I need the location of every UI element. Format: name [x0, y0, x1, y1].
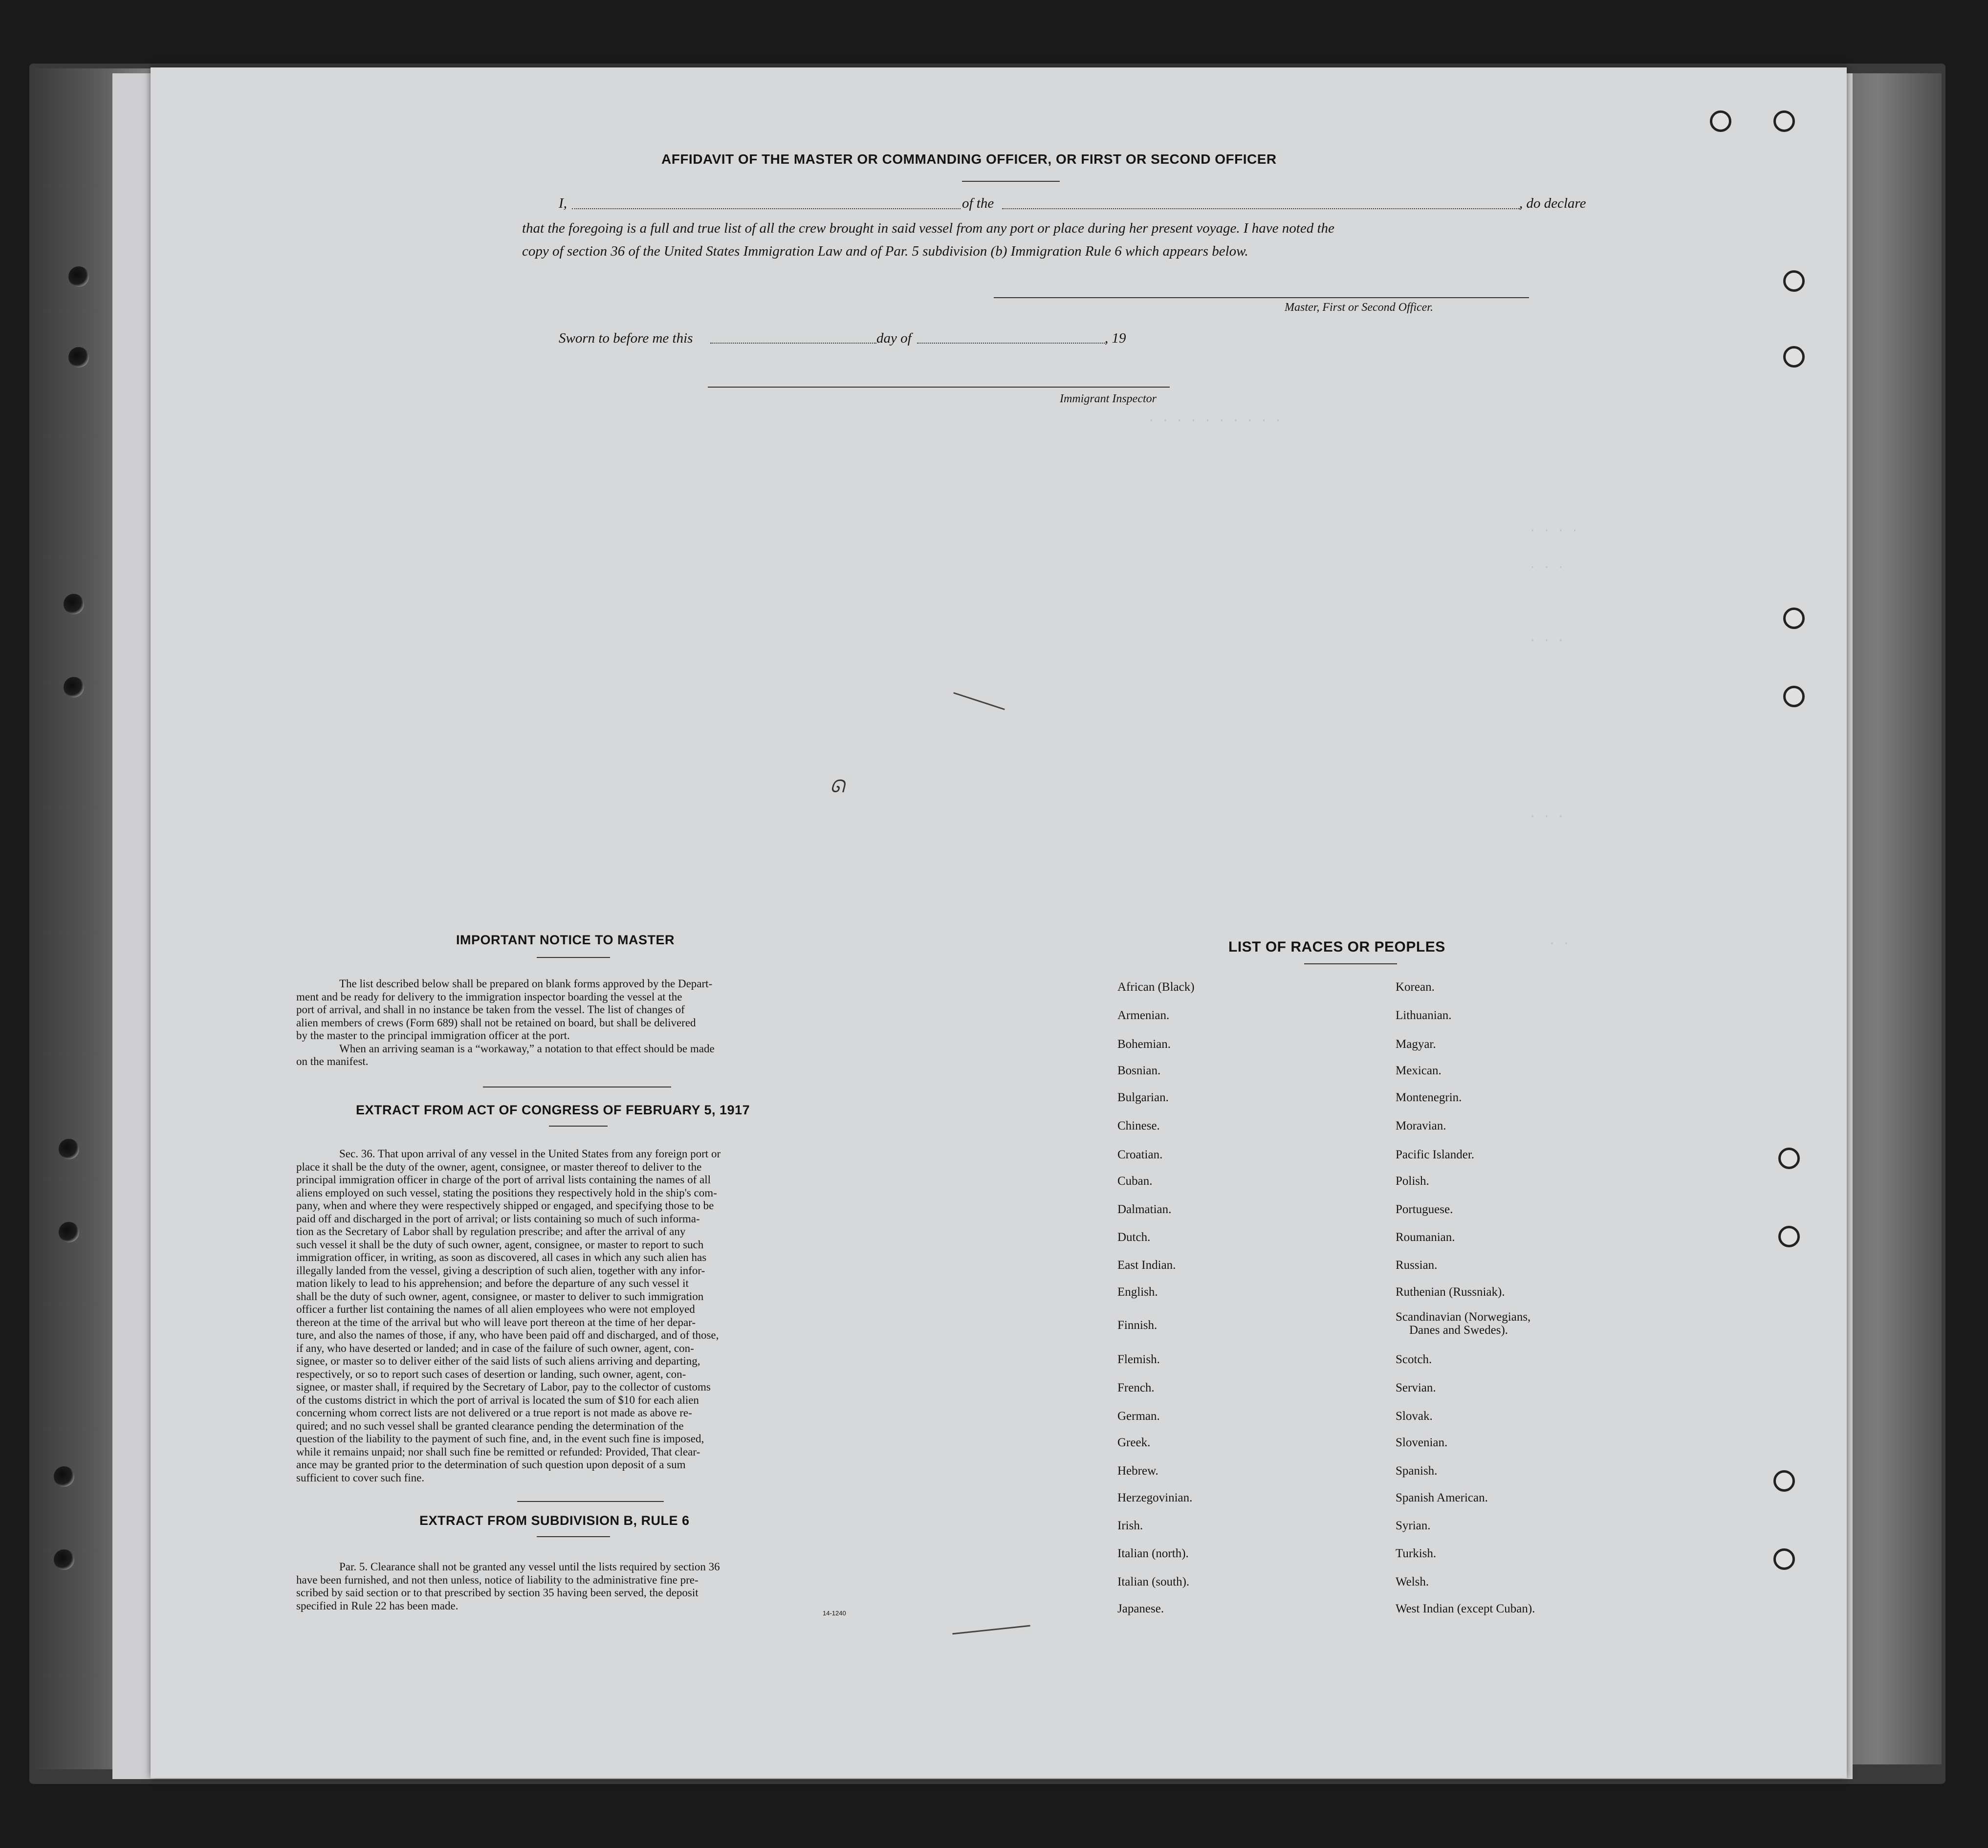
vessel-blank	[1002, 208, 1520, 209]
race-item: Mexican.	[1396, 1064, 1442, 1077]
title-underline	[962, 181, 1060, 182]
race-item: Armenian.	[1117, 1009, 1170, 1022]
race-item: Hebrew.	[1117, 1464, 1158, 1478]
rule-extract-body: Par. 5. Clearance shall not be granted any vessel until the lists required by section 36 have been furnished, and not then unless, notice of liability to the administrative fine pre- scribed by said section or to that prescribed by section 35 having been served, the deposit specified in Rule 22 has been made.	[296, 1561, 720, 1612]
race-item: West Indian (except Cuban).	[1396, 1602, 1535, 1615]
binder-ring	[1710, 110, 1731, 132]
punch-hole	[54, 1549, 74, 1570]
race-item: Italian (north).	[1117, 1547, 1189, 1560]
inspector-signature-line	[708, 387, 1170, 388]
punch-hole	[64, 677, 84, 697]
bleed-through-mark: · · ·	[1529, 561, 1565, 574]
bleed-through-mark: · · · ·	[1529, 524, 1578, 538]
race-item: Montenegrin.	[1396, 1091, 1462, 1104]
race-item: Portuguese.	[1396, 1203, 1453, 1216]
binder-ring	[1783, 270, 1805, 292]
sworn-year: , 19	[1105, 330, 1126, 346]
sworn-day: day of	[876, 330, 912, 346]
notice-body: The list described below shall be prepared on blank forms approved by the Depart- ment and be ready for delivery to the immigration inspector boarding the vessel at the port of arrival, and shall in no instance be taken from the vessel. The list of changes of alien members of crews (Form 689) shall not be retained on board, but shall be delivered by the master to the principal immigration officer at the port. When an arriving seaman is a “workaway,” a notation to that effect should be made on the manifest.	[296, 978, 715, 1067]
race-item: Bulgarian.	[1117, 1091, 1169, 1104]
race-item: English.	[1117, 1285, 1158, 1299]
race-item: Bohemian.	[1117, 1038, 1171, 1051]
race-item: Korean.	[1396, 980, 1435, 994]
binder-ring	[1783, 346, 1805, 368]
race-item: Cuban.	[1117, 1174, 1153, 1188]
sworn-month-blank	[917, 343, 1105, 344]
race-item: Irish.	[1117, 1519, 1143, 1532]
race-item: Polish.	[1396, 1174, 1429, 1188]
race-item: Turkish.	[1396, 1547, 1437, 1560]
race-item: Spanish American.	[1396, 1491, 1488, 1504]
race-item: Roumanian.	[1396, 1231, 1455, 1244]
signature-caption: Master, First or Second Officer.	[1285, 301, 1433, 314]
punch-hole	[59, 1222, 79, 1242]
race-item: Japanese.	[1117, 1602, 1164, 1615]
sworn-prefix: Sworn to before me this	[559, 330, 693, 346]
bleed-through-mark: · · ·	[1529, 634, 1565, 648]
race-item: Russian.	[1396, 1259, 1438, 1272]
affidavit-line-3: copy of section 36 of the United States Immigration Law and of Par. 5 subdivision (b) Immigration Rule 6 which appears below.	[522, 243, 1248, 259]
affidavit-title: AFFIDAVIT OF THE MASTER OR COMMANDING OFFICER, OR FIRST OR SECOND OFFICER	[661, 152, 1277, 167]
race-item: Spanish.	[1396, 1464, 1438, 1478]
race-item: Danes and Swedes).	[1409, 1324, 1508, 1337]
race-item: Magyar.	[1396, 1038, 1436, 1051]
race-item: Croatian.	[1117, 1148, 1163, 1161]
race-item: Herzegovinian.	[1117, 1491, 1193, 1504]
name-blank	[572, 208, 961, 209]
binder-ring	[1778, 1148, 1800, 1169]
form-number: 14-1240	[823, 1609, 846, 1617]
officer-signature-line	[994, 297, 1529, 298]
bleed-through-mark: · · · · · · · · · ·	[1148, 414, 1282, 428]
manifest-page	[151, 67, 1847, 1778]
race-item: Scotch.	[1396, 1353, 1432, 1366]
act-extract-title: EXTRACT FROM ACT OF CONGRESS OF FEBRUARY 5, 1917	[356, 1103, 750, 1117]
race-item: Finnish.	[1117, 1319, 1158, 1332]
race-item: Ruthenian (Russniak).	[1396, 1285, 1505, 1299]
rule-extract-title: EXTRACT FROM SUBDIVISION B, RULE 6	[419, 1513, 690, 1528]
punch-hole	[68, 266, 89, 287]
race-item: Dutch.	[1117, 1231, 1151, 1244]
race-item: Pacific Islander.	[1396, 1148, 1475, 1161]
binder-ring	[1773, 110, 1795, 132]
binder-ring	[1773, 1548, 1795, 1570]
binder-ring	[1783, 686, 1805, 707]
race-item: East Indian.	[1117, 1259, 1176, 1272]
race-item: Scandinavian (Norwegians,	[1396, 1310, 1531, 1324]
bleed-through-mark: · · ·	[1529, 810, 1565, 824]
race-item: French.	[1117, 1381, 1155, 1394]
bleed-through-mark: · ·	[1549, 937, 1570, 951]
race-item: German.	[1117, 1410, 1160, 1423]
race-item: Servian.	[1396, 1381, 1436, 1394]
race-item: Slovenian.	[1396, 1436, 1448, 1449]
race-item: African (Black)	[1117, 980, 1195, 994]
act-title-underline	[549, 1126, 608, 1127]
handwritten-signature	[952, 1625, 1030, 1635]
race-item: Chinese.	[1117, 1119, 1160, 1132]
race-item: Welsh.	[1396, 1575, 1429, 1588]
punch-hole	[54, 1466, 74, 1487]
races-title: LIST OF RACES OR PEOPLES	[1228, 939, 1445, 955]
races-title-underline	[1304, 963, 1397, 964]
race-item: Slovak.	[1396, 1410, 1433, 1423]
rule-title-underline	[537, 1536, 610, 1537]
punch-hole	[64, 594, 84, 614]
race-item: Flemish.	[1117, 1353, 1160, 1366]
race-item: Syrian.	[1396, 1519, 1431, 1532]
handwritten-mark: ᘏ	[830, 777, 845, 796]
notice-title-underline	[537, 957, 610, 958]
section-divider	[517, 1501, 664, 1502]
affidavit-line-of: of the	[962, 196, 994, 211]
punch-hole	[59, 1139, 79, 1159]
pencil-mark	[953, 692, 1005, 710]
race-item: Lithuanian.	[1396, 1009, 1452, 1022]
binder-ring	[1778, 1226, 1800, 1247]
race-item: Bosnian.	[1117, 1064, 1161, 1077]
race-item: Greek.	[1117, 1436, 1151, 1449]
race-item: Moravian.	[1396, 1119, 1446, 1132]
sworn-day-blank	[710, 343, 876, 344]
binder-ring	[1783, 608, 1805, 629]
inspector-caption: Immigrant Inspector	[1060, 392, 1157, 405]
binder-ring	[1773, 1470, 1795, 1492]
race-item: Italian (south).	[1117, 1575, 1190, 1588]
act-extract-body: Sec. 36. That upon arrival of any vessel in the United States from any foreign port or place it shall be the duty of the owner, agent, consignee, or master thereof to deliver to the principal immigration officer in charge of the port of arrival lists containing the names of all aliens employed on such vessel, stating the positions they respectively hold in the ship's com- pany, when and where they were respectively shipped or engaged, and specifying those to be paid off and discharged in the port of arrival; or lists containing so much of such informa- tion as the Secretary of Labor shall by regulation prescribe; and after the arrival of any such vessel it shall be the duty of such owner, agent, consignee, or master to report to such immigration officer, in writing, as soon as discovered, all cases in which any such alien has illegally landed from the vessel, giving a description of such alien, together with any infor- mation likely to lead to his apprehension; and before the departure of any such vessel it shall be the duty of such owner, agent, consignee, or master to deliver to such immigration officer a further list containing the names of all alien employees who were not employed thereon at the time of the arrival but who will leave port thereon at the time of her depar- ture, and also the names of those, if any, who have been paid off and discharged, and of those, if any, who have deserted or landed; and in case of the failure of such owner, agent, con- signee, or master so to deliver either of the said lists of such aliens arriving and departing, respectively, or so to report such cases of desertion or landing, such owner, agent, con- signee, or master shall, if required by the Secretary of Labor, pay to the collector of customs of the customs district in which the port of arrival is located the sum of $10 for each alien concerning whom correct lists are not delivered or a true report is not made as above re- quired; and no such vessel shall be granted clearance pending the determination of the question of the liability to the payment of such fine, and, in the event such fine is imposed, while it remains unpaid; nor shall such fine be remitted or refunded: Provided, That clear- ance may be granted prior to the determination of such question upon deposit of a sum sufficient to cover such fine.	[296, 1148, 721, 1484]
punch-hole	[68, 347, 89, 368]
affidavit-line-i: I,	[559, 196, 567, 211]
affidavit-line-2: that the foregoing is a full and true list of all the crew brought in said vessel from any port or place during her present voyage. I have noted the	[522, 220, 1334, 236]
race-item: Dalmatian.	[1117, 1203, 1172, 1216]
notice-title: IMPORTANT NOTICE TO MASTER	[456, 933, 675, 947]
affidavit-line-declare: , do declare	[1519, 196, 1586, 211]
